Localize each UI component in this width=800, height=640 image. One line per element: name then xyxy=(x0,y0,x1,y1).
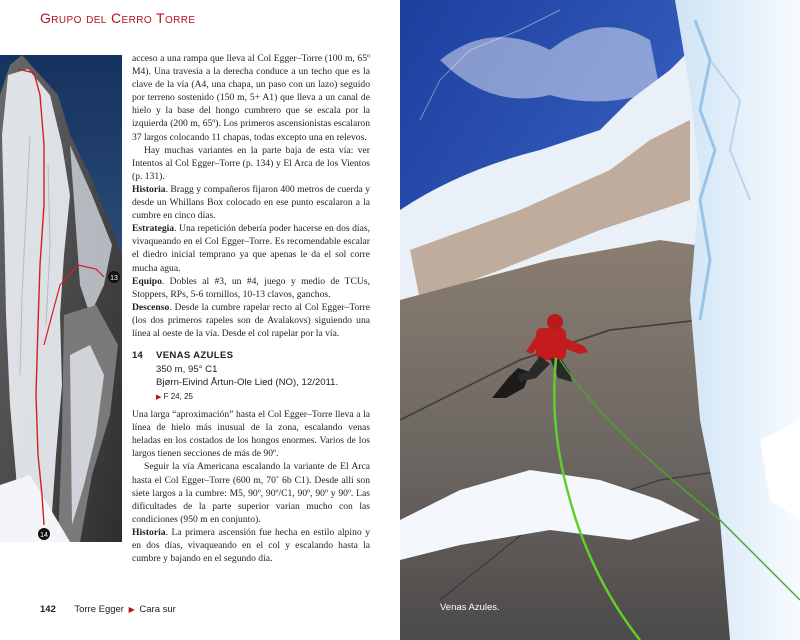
route-name: VENAS AZULES xyxy=(156,350,234,362)
triangle-icon: ▶ xyxy=(156,393,162,401)
paragraph: Seguir la vía Americana escalando la variante de El Arca hasta el Col Egger–Torre (600 m, 70˚ 6b C1). Desde allí son siete largos a la cumbre: M5, 90º, 90º/C1, 90º, 90º y 90º. Las dificultades de la parte superior varían mucho con las condiciones (950 m en conjunto). xyxy=(132,461,370,525)
route-number: 14 xyxy=(132,350,143,362)
route-photo-ref: ▶ F 24, 25 xyxy=(156,391,193,401)
page-number: 142 xyxy=(40,604,56,615)
paragraph: Hay muchas variantes en la parte baja de esta vía: ver Intentos al Col Egger–Torre (p. 134) y El Arca de los Vientos (p. 131). xyxy=(132,144,370,182)
estrategia-paragraph: Estrategia. Una repetición debería poder hacerse en dos días, vivaqueando en el Col Egger–Torre. Es recomendable escalar el diedro inicial temprano ya que apenas le da el sol corre mucha agua. xyxy=(132,223,370,274)
paragraph: Una larga “aproximación” hasta el Col Egger–Torre lleva a la línea de hielo más inusual de la zona, escalando venas heladas en los costados de los hongos enormes. Varios de los largos tienen secciones de más de 90º. xyxy=(132,409,370,460)
photo-caption: Venas Azules. xyxy=(440,602,500,613)
triangle-icon: ▶ xyxy=(128,605,135,614)
body-text-column xyxy=(132,52,370,565)
equipo-label: Equipo xyxy=(132,275,162,287)
route-topo-image xyxy=(0,55,122,542)
paragraph: acceso a una rampa que lleva al Col Egger–Torre (100 m, 65º M4). Una travesía a la derecha conduce a un techo que es la clave de la vía (A4, una chapa, un paso con un lazo) seguido por terreno sostenido (150 m, 5+ A1) que lleva a un canal de hielo y la base del hongo cumbrero que se escala por la izquierda (200 m, 65º). Los primeros ascensionistas escalaron 37 largos colocando 11 chapas, todas excepto una en relevos. xyxy=(132,53,370,143)
historia-label: Historia xyxy=(132,183,166,195)
historia-label: Historia xyxy=(132,526,166,538)
equipo-paragraph: Equipo. Dobles al #3, un #4, juego y medio de TCUs, Stoppers, RPs, 5-6 tornillos, 10-13 clavos, ganchos. xyxy=(132,275,370,300)
route-first-ascent: Bjørn-Eivind Årtun-Ole Lied (NO), 12/2011. xyxy=(156,377,339,389)
footer-subsection: Cara sur xyxy=(139,604,176,615)
route-topo-photo xyxy=(0,55,122,542)
route-header xyxy=(132,349,370,404)
marker-14-label: 14 xyxy=(40,532,48,539)
right-page xyxy=(400,0,800,640)
climber-photo xyxy=(400,0,800,640)
running-head: Grupo del Cerro Torre xyxy=(40,10,196,26)
historia-paragraph: Historia. Bragg y compañeros fijaron 400 metros de cuerda y desde un Whillans Box colocado en ese punto escalaron a la cumbre en cinco días. xyxy=(132,183,370,222)
estrategia-label: Estrategia xyxy=(132,223,175,235)
page-footer xyxy=(40,604,176,615)
historia-paragraph-2: Historia. La primera ascensión fue hecha en estilo alpino y en dos días, vivaqueando en el col y escalando hasta la cumbre y bajando en el segundo día. xyxy=(132,526,370,565)
route-grade: 350 m, 95° C1 xyxy=(156,363,218,375)
footer-section: Torre Egger xyxy=(74,604,124,615)
descenso-paragraph: Descenso. Desde la cumbre rapelar recto al Col Egger–Torre (los dos primeros rapeles son de Avalakovs) siguiendo una línea al oeste de la vía. Desde el col rapelar por la vía. xyxy=(132,301,370,339)
marker-13-label: 13 xyxy=(110,275,118,282)
descenso-label: Descenso xyxy=(132,301,170,313)
